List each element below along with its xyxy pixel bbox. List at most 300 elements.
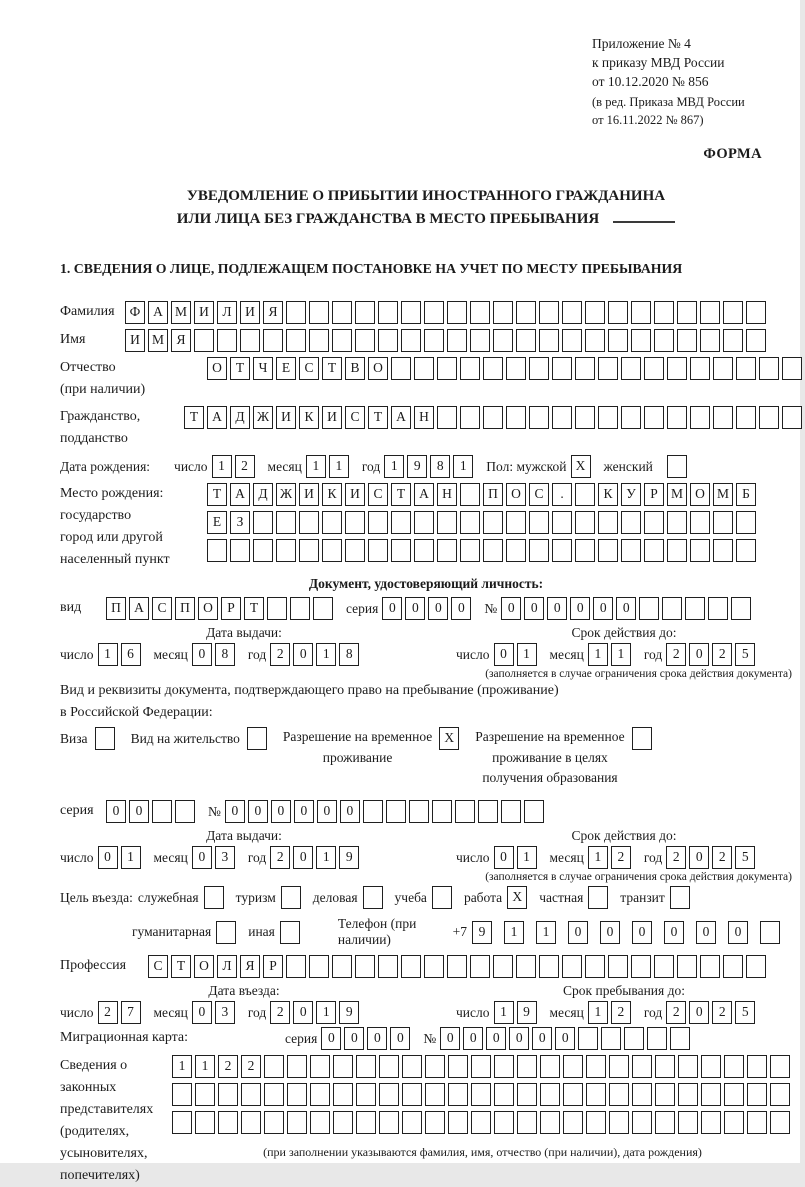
form-cell: 0 — [340, 800, 360, 823]
profession-cells — [148, 955, 769, 978]
form-cell: 5 — [735, 1001, 755, 1024]
identity-kind-label: вид — [60, 600, 82, 616]
form-cell: 0 — [382, 597, 402, 620]
form-cell: С — [152, 597, 172, 620]
form-cell — [654, 301, 674, 324]
form-cell — [621, 357, 641, 380]
form-cell — [586, 1111, 606, 1134]
form-cell — [563, 1055, 583, 1078]
residence-seriya-cells — [106, 800, 198, 823]
form-cell: И — [194, 301, 214, 324]
name-cells — [125, 329, 769, 352]
form-cell — [460, 357, 480, 380]
form-cell — [402, 1055, 422, 1078]
form-cell: 0 — [696, 921, 716, 944]
form-cell: 0 — [570, 597, 590, 620]
form-cell — [286, 329, 306, 352]
form-cell — [409, 800, 429, 823]
form-cell — [685, 597, 705, 620]
citizenship-cells — [184, 406, 805, 429]
identity-doc-heading: Документ, удостоверяющий личность: — [308, 576, 544, 592]
residence-doc-number-row — [60, 800, 792, 823]
form-cell — [632, 1083, 652, 1106]
rvp-checkbox: X — [439, 727, 459, 750]
birth-place-cells-row-3 — [207, 539, 759, 562]
form-cell: А — [391, 406, 411, 429]
residence-issue-month — [192, 846, 238, 869]
form-cell — [447, 301, 467, 324]
form-cell — [471, 1055, 491, 1078]
form-cell: 1 — [504, 921, 524, 944]
residence-intro-1: Вид и реквизиты документа, подтверждающего право на пребывание (проживание) — [60, 683, 559, 699]
form-cell: 2 — [235, 455, 255, 478]
form-cell: 1 — [517, 846, 537, 869]
form-cell — [524, 800, 544, 823]
form-cell: П — [106, 597, 126, 620]
form-cell: 0 — [451, 597, 471, 620]
form-cell — [264, 1055, 284, 1078]
residence-number-label: № — [208, 804, 221, 820]
form-cell: 0 — [463, 1027, 483, 1050]
form-cell — [575, 406, 595, 429]
form-cell — [264, 1083, 284, 1106]
form-cell — [723, 301, 743, 324]
residence-issue-day — [98, 846, 144, 869]
birth-year-cells — [384, 455, 476, 478]
form-cell — [539, 955, 559, 978]
form-cell: А — [129, 597, 149, 620]
form-cell — [678, 1083, 698, 1106]
form-cell — [598, 511, 618, 534]
form-cell — [724, 1055, 744, 1078]
form-cell: О — [198, 597, 218, 620]
identity-expiry-day — [494, 643, 540, 666]
form-cell — [713, 511, 733, 534]
identity-expiry-note: (заполняется в случае ограничения срока действия документа) — [485, 668, 792, 681]
form-cell: 0 — [440, 1027, 460, 1050]
form-cell — [723, 329, 743, 352]
form-cell: 1 — [172, 1055, 192, 1078]
form-cell — [309, 329, 329, 352]
form-cell — [731, 597, 751, 620]
purpose-other-label: иная — [248, 924, 275, 940]
purpose-business-checkbox — [363, 886, 383, 909]
form-cell: 0 — [501, 597, 521, 620]
form-cell — [355, 329, 375, 352]
form-cell — [448, 1083, 468, 1106]
form-cell — [391, 511, 411, 534]
purpose-tourism-label: туризм — [235, 889, 276, 905]
form-cell: 2 — [241, 1055, 261, 1078]
form-cell — [195, 1083, 215, 1106]
form-cell — [621, 406, 641, 429]
representatives-note: (при заполнении указываются фамилия, имя, отчество (при наличии), дата рождения) — [263, 1145, 702, 1160]
form-cell — [575, 539, 595, 562]
stay-month — [588, 1001, 634, 1024]
form-cell: 5 — [735, 846, 755, 869]
form-cell: 0 — [293, 846, 313, 869]
form-cell — [299, 539, 319, 562]
form-cell: 1 — [316, 1001, 336, 1024]
form-cell — [655, 1111, 675, 1134]
form-cell: Л — [217, 301, 237, 324]
form-cell — [586, 1083, 606, 1106]
form-cell — [562, 955, 582, 978]
form-cell — [667, 511, 687, 534]
form-cell — [501, 800, 521, 823]
residence-permit-options — [60, 727, 792, 788]
form-cell — [644, 511, 664, 534]
identity-seriya-cells — [382, 597, 474, 620]
form-cell: Ф — [125, 301, 145, 324]
representatives-cells-row-2 — [172, 1083, 793, 1106]
form-cell — [494, 1083, 514, 1106]
form-cell: 0 — [344, 1027, 364, 1050]
representatives-cells-row-3 — [172, 1111, 793, 1134]
form-cell — [736, 406, 756, 429]
form-cell — [782, 406, 802, 429]
form-cell — [708, 597, 728, 620]
form-cell: 0 — [494, 846, 514, 869]
identity-number-cells — [501, 597, 754, 620]
form-cell — [332, 955, 352, 978]
form-cell — [770, 1055, 790, 1078]
form-cell: 8 — [339, 643, 359, 666]
form-cell: А — [230, 483, 250, 506]
residence-seriya-label: серия — [60, 803, 94, 819]
form-cell — [736, 539, 756, 562]
form-cell — [516, 955, 536, 978]
form-cell — [310, 1083, 330, 1106]
form-cell — [529, 406, 549, 429]
form-cell: 0 — [293, 1001, 313, 1024]
form-cell — [356, 1111, 376, 1134]
form-cell: А — [207, 406, 227, 429]
form-cell: З — [230, 511, 250, 534]
residence-expiry-note: (заполняется в случае ограничения срока действия документа) — [485, 871, 792, 884]
form-cell — [425, 1083, 445, 1106]
form-cell: 1 — [611, 643, 631, 666]
form-cell: Т — [368, 406, 388, 429]
form-cell — [322, 511, 342, 534]
form-cell — [529, 539, 549, 562]
form-cell: 9 — [339, 846, 359, 869]
form-cell — [471, 1083, 491, 1106]
form-cell — [424, 329, 444, 352]
form-cell — [217, 329, 237, 352]
residence-issue-head: Дата выдачи: — [206, 828, 282, 844]
form-cell — [539, 329, 559, 352]
header-line-4: (в ред. Приказа МВД России — [592, 95, 745, 110]
form-cell: 2 — [270, 846, 290, 869]
form-cell — [355, 955, 375, 978]
form-cell: С — [368, 483, 388, 506]
form-cell — [368, 539, 388, 562]
form-cell: И — [345, 483, 365, 506]
form-cell — [632, 1055, 652, 1078]
representatives-cells-row-1 — [172, 1055, 793, 1078]
form-cell — [309, 301, 329, 324]
form-cell — [670, 1027, 690, 1050]
form-cell — [194, 329, 214, 352]
form-cell: Т — [322, 357, 342, 380]
stay-until-head: Срок пребывания до: — [563, 983, 685, 999]
form-cell — [624, 1027, 644, 1050]
form-cell — [264, 1111, 284, 1134]
form-cell: И — [240, 301, 260, 324]
residence-dates: Дата выдачи: число 0 1 месяц 0 3 год 2 0 1 9 Срок действия до: число 0 1 месяц 1 2 год 2 0 2 5 (заполняется в случае ограничения срока действия документа) — [60, 828, 792, 884]
form-cell: К — [322, 483, 342, 506]
form-cell — [667, 357, 687, 380]
form-cell: Я — [171, 329, 191, 352]
sex-male-label: Пол: мужской — [486, 459, 567, 475]
form-cell — [713, 539, 733, 562]
form-cell: 2 — [218, 1055, 238, 1078]
form-cell — [313, 597, 333, 620]
form-cell: 1 — [212, 455, 232, 478]
form-cell: 0 — [600, 921, 620, 944]
residence-expiry-year — [666, 846, 758, 869]
residence-expiry-month — [588, 846, 634, 869]
form-cell — [506, 511, 526, 534]
form-cell — [631, 301, 651, 324]
form-title — [60, 185, 792, 232]
form-cell — [333, 1083, 353, 1106]
form-cell — [290, 597, 310, 620]
form-cell: Н — [437, 483, 457, 506]
form-cell — [690, 406, 710, 429]
form-cell — [378, 329, 398, 352]
form-cell: Р — [644, 483, 664, 506]
form-cell — [263, 329, 283, 352]
form-cell — [701, 1111, 721, 1134]
form-cell: 0 — [129, 800, 149, 823]
purpose-other-checkbox — [280, 921, 300, 944]
form-cell — [770, 1111, 790, 1134]
header-line-5: от 16.11.2022 № 867) — [592, 113, 704, 128]
form-cell: 0 — [294, 800, 314, 823]
form-cell: 0 — [616, 597, 636, 620]
form-cell: Т — [391, 483, 411, 506]
form-cell: Л — [217, 955, 237, 978]
identity-doc-row — [60, 597, 792, 620]
header-line-1: Приложение № 4 — [592, 36, 691, 51]
form-cell — [414, 357, 434, 380]
form-cell: 0 — [428, 597, 448, 620]
form-cell: 1 — [494, 1001, 514, 1024]
form-cell: 2 — [611, 846, 631, 869]
form-cell — [529, 357, 549, 380]
form-cell — [516, 329, 536, 352]
form-cell — [363, 800, 383, 823]
form-cell — [598, 406, 618, 429]
form-cell — [747, 1083, 767, 1106]
form-cell — [207, 539, 227, 562]
purpose-tourism-checkbox — [281, 886, 301, 909]
form-cell: О — [207, 357, 227, 380]
form-cell: А — [148, 301, 168, 324]
form-cell: Т — [230, 357, 250, 380]
form-cell: 0 — [689, 643, 709, 666]
form-cell — [493, 301, 513, 324]
form-cell: 0 — [390, 1027, 410, 1050]
form-cell — [471, 1111, 491, 1134]
form-cell: 0 — [632, 921, 652, 944]
form-cell — [460, 406, 480, 429]
form-cell — [678, 1055, 698, 1078]
form-cell — [608, 329, 628, 352]
birth-day-cells — [212, 455, 258, 478]
form-cell — [345, 539, 365, 562]
purpose-official-label: служебная — [137, 889, 199, 905]
form-cell: С — [148, 955, 168, 978]
form-cell: Е — [207, 511, 227, 534]
form-cell — [483, 511, 503, 534]
form-cell — [152, 800, 172, 823]
form-cell: 7 — [121, 1001, 141, 1024]
form-cell — [355, 301, 375, 324]
form-cell — [575, 511, 595, 534]
rvp-education-checkbox — [632, 727, 652, 750]
residence-expiry-day — [494, 846, 540, 869]
purpose-work-label: работа — [463, 889, 503, 905]
identity-issue-head: Дата выдачи: — [206, 625, 282, 641]
form-cell — [494, 1055, 514, 1078]
form-cell — [506, 357, 526, 380]
birth-date-row — [60, 455, 792, 478]
migration-number-label: № — [423, 1031, 437, 1047]
form-cell — [483, 406, 503, 429]
form-cell — [172, 1083, 192, 1106]
purpose-humanitarian-checkbox — [216, 921, 236, 944]
form-cell — [310, 1055, 330, 1078]
form-cell: 9 — [339, 1001, 359, 1024]
phone-label: Телефон (при наличии) — [337, 916, 417, 948]
purpose-study-checkbox — [432, 886, 452, 909]
form-cell: 2 — [666, 643, 686, 666]
form-cell — [332, 329, 352, 352]
form-cell — [662, 597, 682, 620]
form-cell: 1 — [316, 643, 336, 666]
form-cell: Т — [244, 597, 264, 620]
form-cell — [746, 301, 766, 324]
form-cell: 1 — [121, 846, 141, 869]
form-cell — [299, 511, 319, 534]
form-cell — [701, 1055, 721, 1078]
form-cell: 1 — [588, 1001, 608, 1024]
form-cell — [448, 1111, 468, 1134]
form-cell — [286, 955, 306, 978]
name-row — [60, 329, 792, 352]
form-cell: 8 — [215, 643, 235, 666]
form-cell — [552, 511, 572, 534]
form-cell: 1 — [384, 455, 404, 478]
patronymic-label: Отчество (при наличии) — [60, 360, 146, 398]
phone-cells — [472, 921, 792, 944]
form-cell: 2 — [712, 1001, 732, 1024]
form-cell — [517, 1083, 537, 1106]
form-cell — [747, 1111, 767, 1134]
form-cell — [309, 955, 329, 978]
form-cell: 2 — [270, 643, 290, 666]
header-reference — [592, 34, 792, 130]
form-cell: 2 — [666, 846, 686, 869]
form-cell — [356, 1083, 376, 1106]
form-cell — [276, 539, 296, 562]
migration-card-row — [60, 1027, 792, 1050]
form-cell: М — [667, 483, 687, 506]
form-cell: 0 — [248, 800, 268, 823]
form-cell — [516, 301, 536, 324]
form-cell — [379, 1111, 399, 1134]
form-cell — [667, 539, 687, 562]
migration-seriya-label: серия — [285, 1031, 318, 1047]
identity-expiry-head: Срок действия до: — [571, 625, 677, 641]
purpose-transit-checkbox — [670, 886, 690, 909]
form-cell — [578, 1027, 598, 1050]
form-cell: 0 — [547, 597, 567, 620]
rvp-label: Разрешение на временное проживание — [282, 729, 433, 765]
form-cell — [759, 357, 779, 380]
form-cell — [690, 511, 710, 534]
form-cell — [267, 597, 287, 620]
form-cell: Р — [263, 955, 283, 978]
form-cell: 0 — [321, 1027, 341, 1050]
form-cell — [218, 1083, 238, 1106]
form-cell: Р — [221, 597, 241, 620]
form-cell — [608, 301, 628, 324]
identity-issue-year — [270, 643, 362, 666]
form-cell — [562, 329, 582, 352]
form-cell — [378, 301, 398, 324]
form-cell: 9 — [472, 921, 492, 944]
entry-day — [98, 1001, 144, 1024]
form-cell: И — [322, 406, 342, 429]
entry-dates: Дата въезда: число 2 7 месяц 0 3 год 2 0 1 9 Срок пребывания до: число 1 9 месяц 1 2 год 2 0 2 5 — [60, 983, 792, 1024]
purpose-work-checkbox: X — [507, 886, 527, 909]
form-cell — [621, 539, 641, 562]
form-cell: Б — [736, 483, 756, 506]
form-cell — [631, 329, 651, 352]
form-cell — [517, 1055, 537, 1078]
form-cell: 0 — [98, 846, 118, 869]
form-cell: 2 — [666, 1001, 686, 1024]
form-cell: С — [299, 357, 319, 380]
form-cell — [632, 1111, 652, 1134]
residence-number-cells — [225, 800, 547, 823]
representatives-row — [60, 1055, 792, 1187]
form-cell: 1 — [316, 846, 336, 869]
form-cell — [517, 1111, 537, 1134]
form-cell: 3 — [215, 846, 235, 869]
form-cell: 1 — [588, 846, 608, 869]
form-cell: 0 — [524, 597, 544, 620]
form-cell — [402, 1111, 422, 1134]
form-cell — [494, 1111, 514, 1134]
form-cell — [414, 511, 434, 534]
form-cell: 0 — [192, 846, 212, 869]
form-cell: И — [299, 483, 319, 506]
form-cell — [240, 329, 260, 352]
form-cell — [701, 1083, 721, 1106]
purpose-private-label: частная — [539, 889, 584, 905]
form-cell — [700, 955, 720, 978]
purpose-transit-label: транзит — [620, 889, 665, 905]
entry-purpose-row — [60, 886, 792, 909]
form-cell — [598, 539, 618, 562]
form-cell: 0 — [225, 800, 245, 823]
forma-label: ФОРМА — [703, 145, 762, 162]
